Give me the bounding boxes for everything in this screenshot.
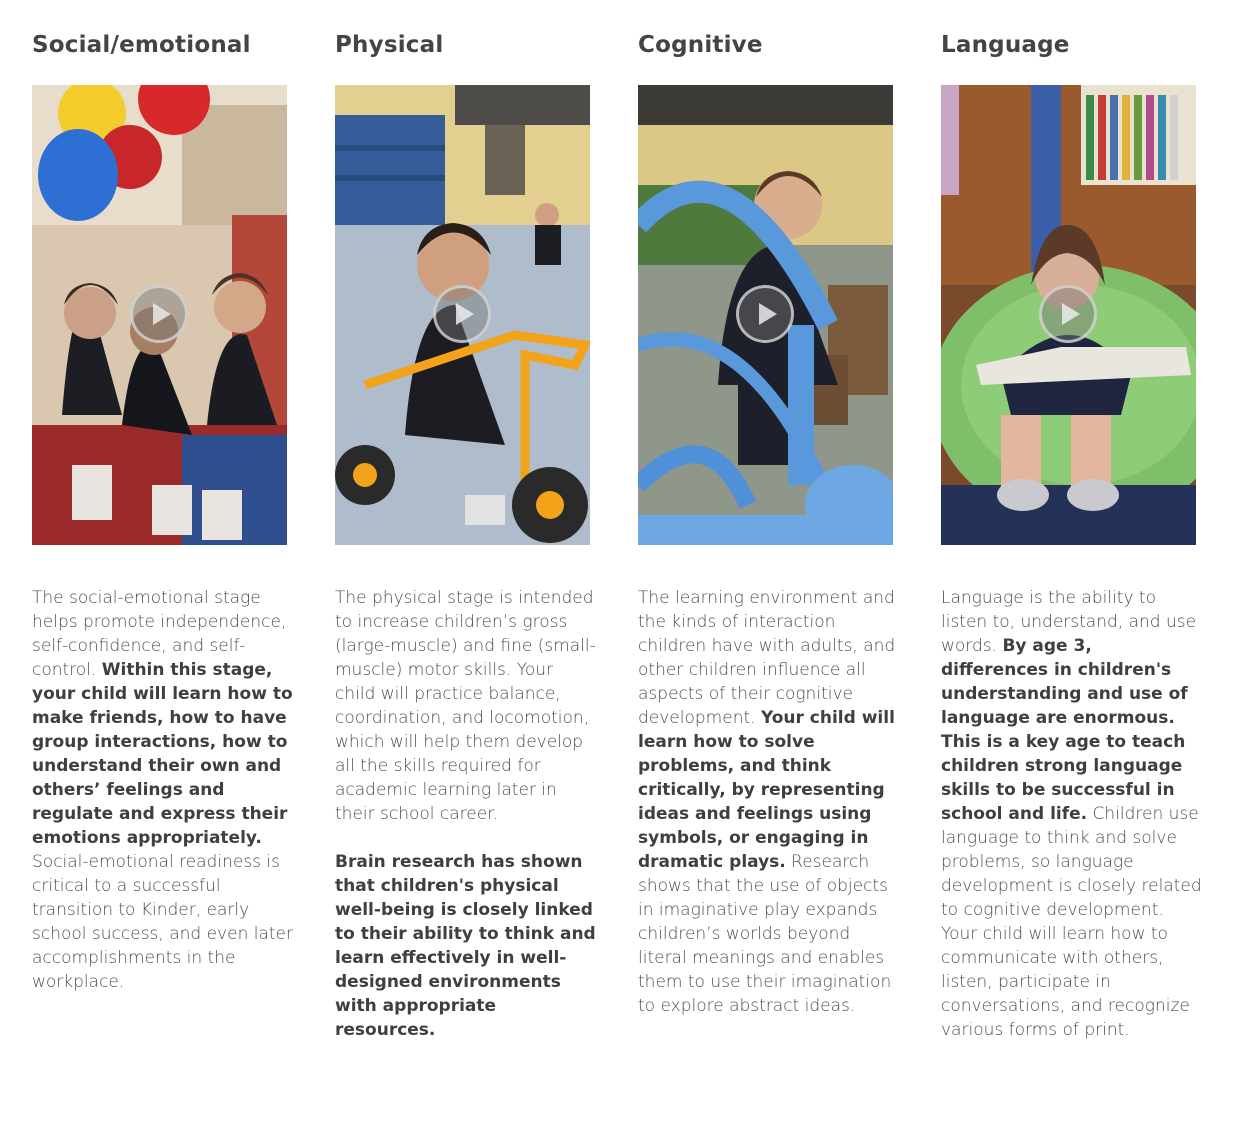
emphasis-text: By age 3, differences in children's understanding and use of language are enormous. This is a key age to teach children strong language skills to be successful in school and life.: [941, 636, 1188, 824]
section-title: Cognitive: [638, 32, 763, 58]
body-text: The learning environment and the kinds of interaction children have with adults, and other children influence all aspects of their cognitive development.: [638, 588, 896, 728]
play-icon: [759, 303, 777, 325]
description-paragraph: [335, 586, 597, 826]
play-icon: [456, 303, 474, 325]
play-button[interactable]: [130, 285, 188, 343]
body-text: Children use language to think and solve problems, so language development is closely related to cognitive development. Your child will learn how to communicate with others, listen, participate in conversations, and recognize various forms of print.: [941, 804, 1202, 1040]
play-icon: [153, 303, 171, 325]
section-description: [941, 586, 1203, 1042]
video-thumbnail-physical[interactable]: [335, 85, 590, 545]
body-text: The social-emotional stage helps promote independence, self-confidence, and self-control.: [32, 588, 287, 680]
play-button[interactable]: [736, 285, 794, 343]
section-title: Social/emotional: [32, 32, 251, 58]
body-text: Research shows that the use of objects in imaginative play expands children’s worlds beyond literal meanings and enables them to use their imagination to explore abstract ideas.: [638, 852, 892, 1016]
description-paragraph: [32, 586, 294, 994]
emphasis-text: Your child will learn how to solve problems, and think critically, by representing ideas and feelings using symbols, or engaging in dramatic plays.: [638, 708, 895, 872]
section-description: [638, 586, 900, 1018]
description-paragraph: [941, 586, 1203, 1042]
video-thumbnail-cognitive[interactable]: [638, 85, 893, 545]
play-button[interactable]: [433, 285, 491, 343]
emphasis-text: Within this stage, your child will learn how to make friends, how to have group interactions, how to understand their own and others’ feelings and regulate and express their emotions appropriately.: [32, 660, 293, 848]
body-text: Social-emotional readiness is critical to a successful transition to Kinder, early school success, and even later accomplishments in the workplace.: [32, 852, 294, 992]
description-paragraph: [335, 850, 597, 1042]
section-description: [335, 586, 597, 1042]
section-title: Physical: [335, 32, 444, 58]
play-icon: [1062, 303, 1080, 325]
body-text: The physical stage is intended to increase children’s gross (large-muscle) and fine (small-muscle) motor skills. Your child will practice balance, coordination, and locomotion, which will help them develop all the skills required for academic learning later in their school career.: [335, 588, 596, 824]
video-thumbnail-language[interactable]: [941, 85, 1196, 545]
play-button[interactable]: [1039, 285, 1097, 343]
emphasis-text: Brain research has shown that children's physical well-being is closely linked to their ability to think and learn effectively in well-designed environments with appropriate resources.: [335, 852, 596, 1040]
video-thumbnail-social-emotional[interactable]: [32, 85, 287, 545]
description-paragraph: [638, 586, 900, 1018]
section-description: [32, 586, 294, 994]
section-title: Language: [941, 32, 1070, 58]
body-text: Language is the ability to listen to, understand, and use words.: [941, 588, 1197, 656]
